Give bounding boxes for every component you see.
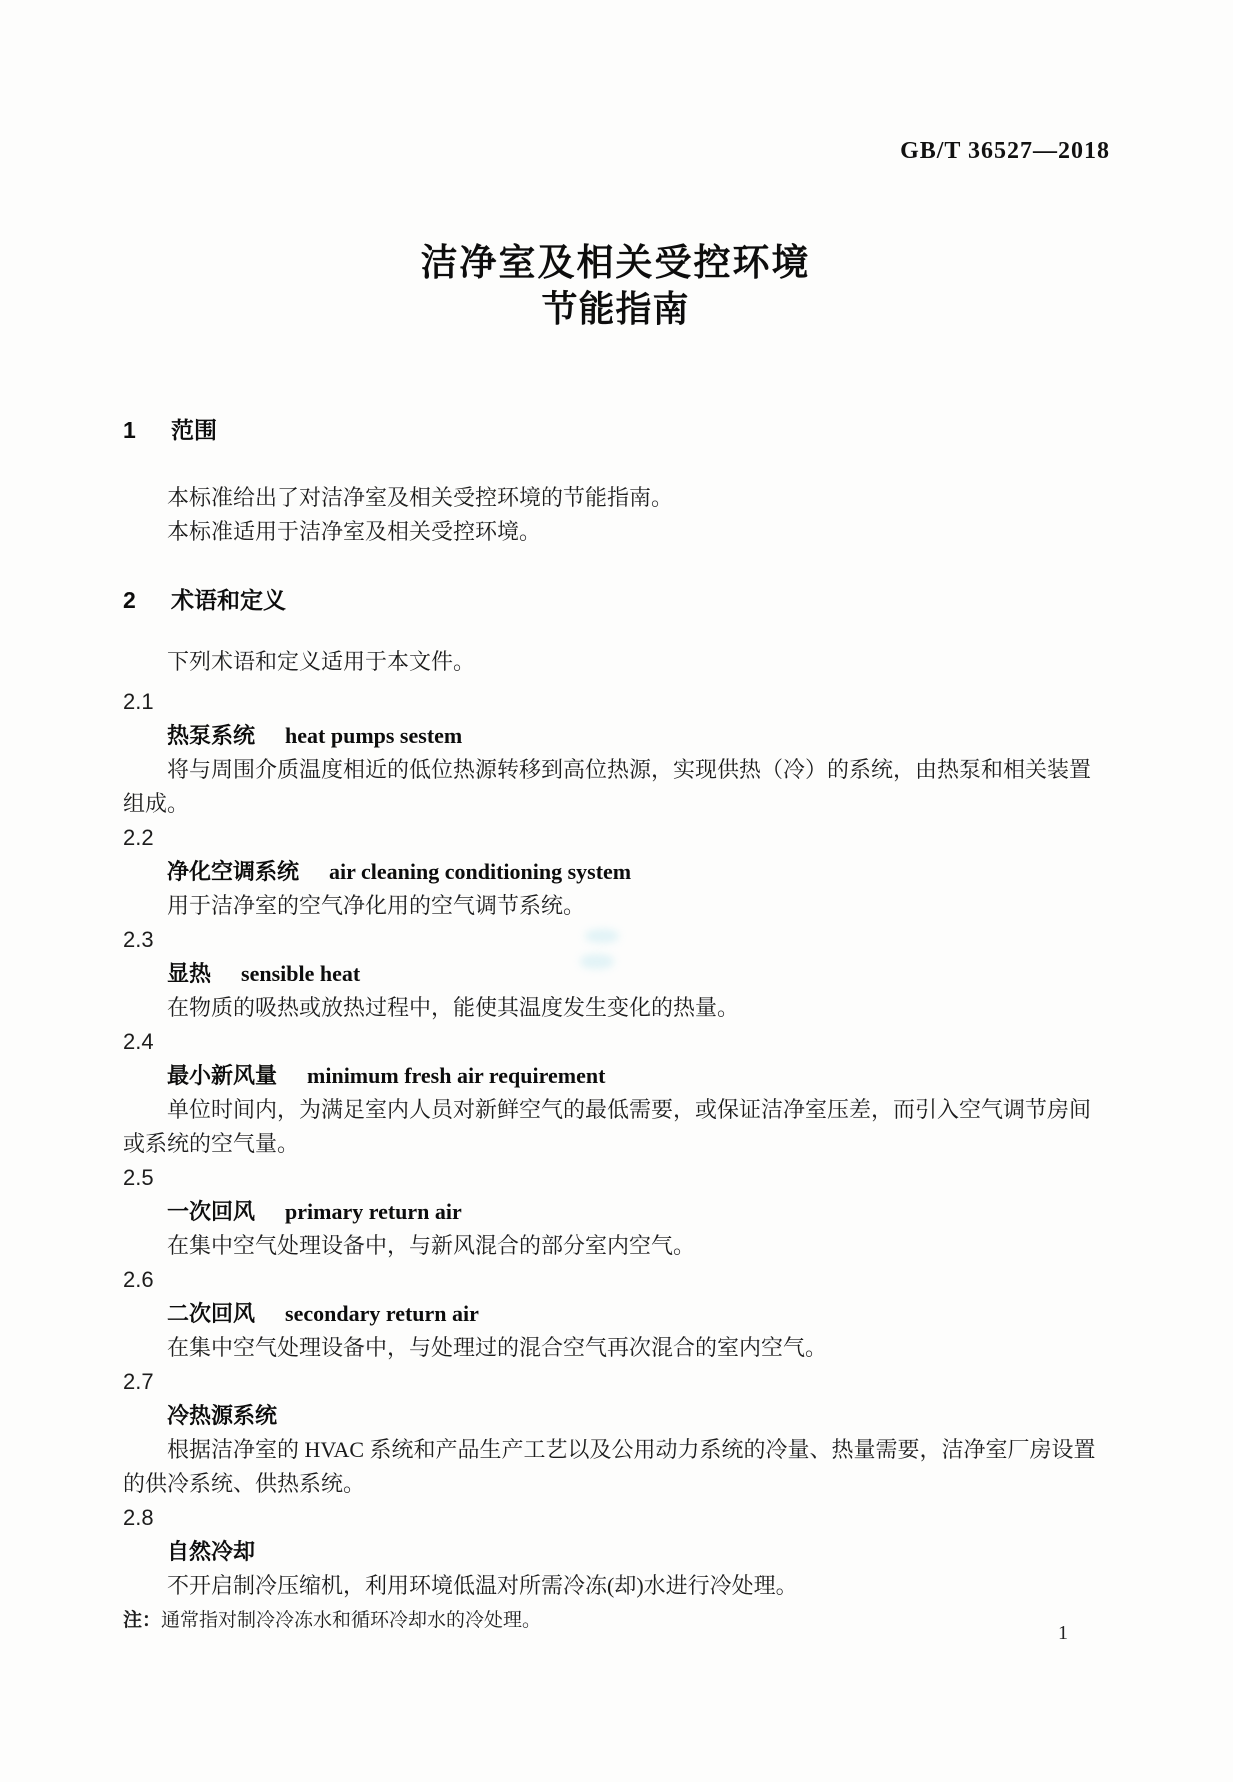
term-title — [123, 1195, 1108, 1229]
term-name-zh: 二次回风 — [167, 1301, 256, 1326]
term-title — [123, 957, 1108, 991]
scan-smudge — [580, 954, 614, 969]
term-definition: 用于洁净室的空气净化用的空气调节系统。 — [167, 893, 586, 918]
term-name-en: secondary return air — [285, 1301, 479, 1326]
section-1-paragraph-2: 本标准适用于洁净室及相关受控环境。 — [167, 519, 542, 544]
term-title — [123, 855, 1108, 889]
term-name-en: air cleaning conditioning system — [329, 859, 632, 884]
term-definition: 不开启制冷压缩机，利用环境低温对所需冷冻(却)水进行冷处理。 — [167, 1573, 798, 1598]
term-name-en: minimum fresh air requirement — [307, 1063, 606, 1088]
term-definition: 单位时间内，为满足室内人员对新鲜空气的最低需要，或保证洁净室压差，而引入空气调节房间或系统的空气量。 — [123, 1097, 1092, 1156]
scan-smudge — [585, 929, 619, 943]
section-2-intro: 下列术语和定义适用于本文件。 — [167, 649, 476, 674]
term-block — [123, 821, 1108, 923]
term-definition: 在物质的吸热或放热过程中，能使其温度发生变化的热量。 — [167, 995, 740, 1020]
term-definition: 在集中空气处理设备中，与处理过的混合空气再次混合的室内空气。 — [167, 1335, 828, 1360]
term-definition: 在集中空气处理设备中，与新风混合的部分室内空气。 — [167, 1233, 696, 1258]
term-name-zh: 显热 — [167, 961, 212, 986]
term-block — [123, 1501, 1108, 1636]
section-2-heading — [123, 583, 1108, 617]
term-block — [123, 685, 1108, 821]
section-2-title: 术语和定义 — [171, 587, 286, 613]
term-title — [123, 719, 1108, 753]
term-definition: 将与周围介质温度相近的低位热源转移到高位热源，实现供热（冷）的系统，由热泵和相关装置组成。 — [123, 757, 1092, 816]
term-name-zh: 冷热源系统 — [167, 1403, 278, 1428]
term-name-en: sensible heat — [241, 961, 361, 986]
term-name-zh: 自然冷却 — [167, 1539, 256, 1564]
term-number: 2.6 — [123, 1267, 154, 1292]
term-title — [123, 1059, 1108, 1093]
title-line-1: 洁净室及相关受控环境 — [420, 242, 811, 283]
term-definition: 根据洁净室的 HVAC 系统和产品生产工艺以及公用动力系统的冷量、热量需要，洁净室厂房设置的供冷系统、供热系统。 — [123, 1437, 1096, 1496]
document-body — [123, 413, 1108, 1636]
section-1-number: 1 — [123, 417, 136, 443]
term-title — [123, 1399, 1108, 1433]
term-number: 2.3 — [123, 927, 154, 952]
page-number: 1 — [1058, 1622, 1068, 1644]
term-block — [123, 1365, 1108, 1501]
term-name-zh: 热泵系统 — [167, 723, 256, 748]
section-1-paragraph-1: 本标准给出了对洁净室及相关受控环境的节能指南。 — [167, 485, 674, 510]
term-title — [123, 1297, 1108, 1331]
term-note — [123, 1606, 1108, 1636]
term-name-en: primary return air — [285, 1199, 462, 1224]
note-text: 通常指对制冷冷冻水和循环冷却水的冷处理。 — [161, 1610, 542, 1631]
term-name-zh: 净化空调系统 — [167, 859, 300, 884]
term-number: 2.8 — [123, 1505, 154, 1530]
standard-number: GB/T 36527—2018 — [900, 138, 1110, 164]
note-label: 注： — [123, 1610, 162, 1631]
title-line-2: 节能指南 — [541, 288, 690, 329]
section-2-number: 2 — [123, 587, 136, 613]
term-name-zh: 一次回风 — [167, 1199, 256, 1224]
section-1-heading — [123, 413, 1108, 447]
term-name-en: heat pumps sestem — [285, 723, 463, 748]
term-number: 2.1 — [123, 689, 154, 714]
section-1-title: 范围 — [171, 417, 217, 443]
document-title — [123, 240, 1108, 332]
term-name-zh: 最小新风量 — [167, 1063, 278, 1088]
term-number: 2.7 — [123, 1369, 154, 1394]
term-number: 2.5 — [123, 1165, 154, 1190]
term-block — [123, 1161, 1108, 1263]
term-block — [123, 1025, 1108, 1161]
term-number: 2.4 — [123, 1029, 154, 1054]
term-number: 2.2 — [123, 825, 154, 850]
term-block — [123, 1263, 1108, 1365]
term-title — [123, 1535, 1108, 1569]
